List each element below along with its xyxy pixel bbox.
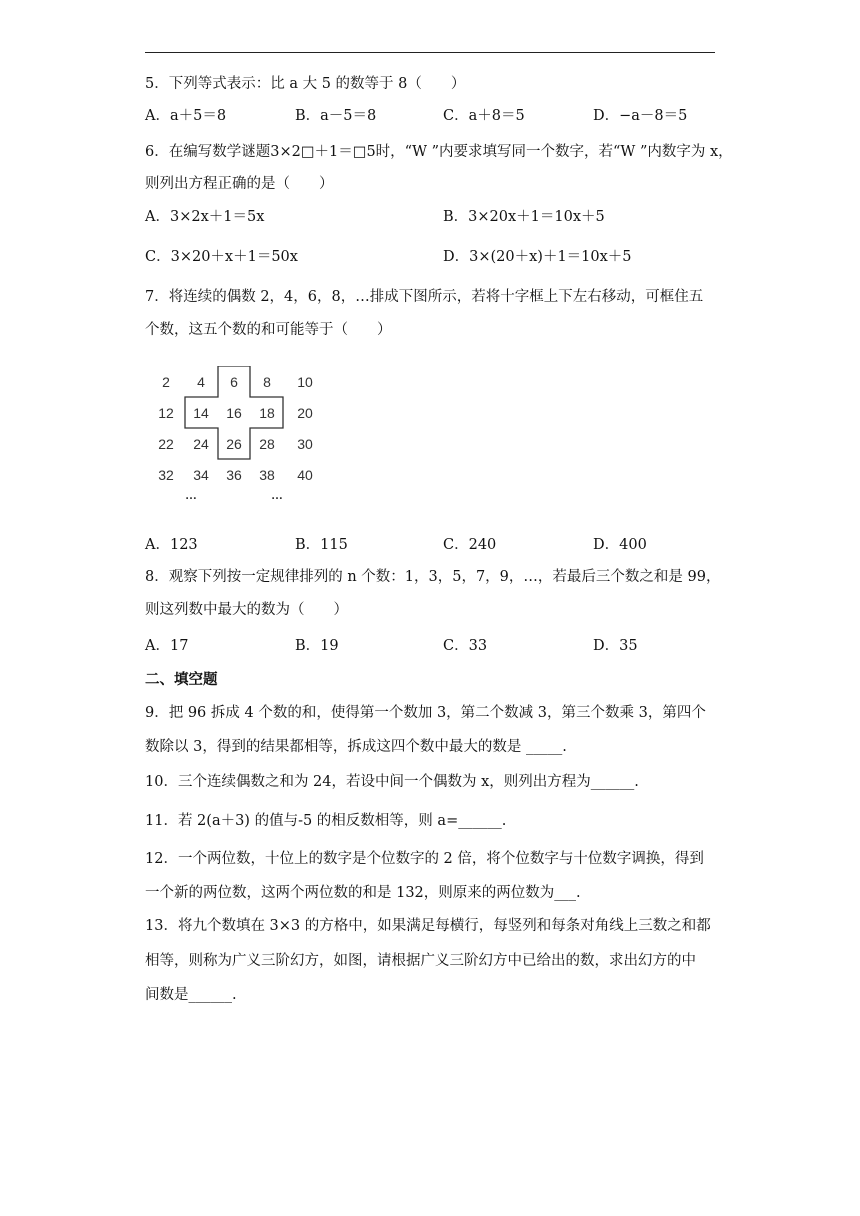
- grid-cell: 24: [193, 435, 209, 452]
- question-11: 11．若 2(a＋3) 的值与-5 的相反数相等，则 a=______.: [145, 813, 507, 829]
- section-heading-fill-in: 二、填空题: [145, 671, 218, 688]
- q5-option-a[interactable]: A．a＋5＝8: [145, 108, 227, 124]
- grid-cell: 26: [226, 435, 242, 452]
- grid-cell: 16: [226, 404, 242, 421]
- grid-cell: 36: [226, 466, 242, 483]
- q8-option-b[interactable]: B．19: [295, 638, 339, 654]
- grid-cell: 28: [259, 435, 275, 452]
- q7-option-a[interactable]: A．123: [145, 537, 198, 553]
- grid-cell: 38: [259, 466, 275, 483]
- grid-cell: 8: [263, 373, 271, 390]
- q8-option-a[interactable]: A．17: [145, 638, 189, 654]
- q6-option-c[interactable]: C．3×20＋x＋1＝50x: [145, 249, 298, 265]
- grid-cell: 4: [197, 373, 205, 390]
- q6-option-a[interactable]: A．3×2x＋1＝5x: [145, 209, 265, 225]
- grid-cell: 18: [259, 404, 275, 421]
- q5-option-c[interactable]: C．a＋8＝5: [443, 108, 525, 124]
- grid-cell: 6: [230, 373, 238, 390]
- question-9-line1: 9．把 96 拆成 4 个数的和，使得第一个数加 3，第二个数减 3，第三个数乘 3，第四个: [145, 705, 706, 721]
- question-10: 10．三个连续偶数之和为 24，若设中间一个偶数为 x，则列出方程为______.: [145, 774, 639, 790]
- even-number-grid-figure: [150, 366, 330, 506]
- grid-cell: 22: [158, 435, 174, 452]
- q6-option-d[interactable]: D．3×(20＋x)＋1＝10x＋5: [443, 249, 632, 265]
- grid-cell: 30: [297, 435, 313, 452]
- header-rule: [145, 52, 715, 53]
- grid-cell: 34: [193, 466, 209, 483]
- grid-cell: 10: [297, 373, 313, 390]
- grid-cell: 20: [297, 404, 313, 421]
- q5-option-d[interactable]: D．−a－8＝5: [593, 108, 688, 124]
- q5-option-b[interactable]: B．a－5＝8: [295, 108, 377, 124]
- question-12-line1: 12．一个两位数，十位上的数字是个位数字的 2 倍，将个位数字与十位数字调换，得到: [145, 851, 704, 867]
- question-7-stem-line2: 个数，这五个数的和可能等于（ ）: [145, 322, 392, 338]
- question-5-stem: 5．下列等式表示：比 a 大 5 的数等于 8（ ）: [145, 76, 466, 92]
- question-6-stem-line1: 6．在编写数学谜题3×2□＋1＝□5时，“W ”内要求填写同一个数字，若“W ”内数字为 x，: [145, 144, 733, 160]
- q7-option-c[interactable]: C．240: [443, 537, 497, 553]
- question-13-line1: 13．将九个数填在 3×3 的方格中，如果满足每横行，每竖列和每条对角线上三数之和都: [145, 918, 711, 934]
- question-12-line2: 一个新的两位数，这两个两位数的和是 132，则原来的两位数为___.: [145, 885, 581, 901]
- q6-option-b[interactable]: B．3×20x＋1＝10x＋5: [443, 209, 605, 225]
- grid-cell: 2: [162, 373, 170, 390]
- q8-option-c[interactable]: C．33: [443, 638, 488, 654]
- grid-cell: 32: [158, 466, 174, 483]
- question-13-line3: 间数是______.: [145, 987, 237, 1003]
- q7-option-b[interactable]: B．115: [295, 537, 348, 553]
- question-8-stem-line2: 则这列数中最大的数为（ ）: [145, 602, 348, 618]
- question-9-line2: 数除以 3，得到的结果都相等，拆成这四个数中最大的数是 _____.: [145, 739, 567, 755]
- q7-option-d[interactable]: D．400: [593, 537, 647, 553]
- grid-cell: 14: [193, 404, 209, 421]
- q8-option-d[interactable]: D．35: [593, 638, 638, 654]
- question-6-stem-line2: 则列出方程正确的是（ ）: [145, 176, 334, 192]
- grid-cell: 12: [158, 404, 174, 421]
- grid-ellipsis: …: [185, 488, 198, 502]
- question-7-stem-line1: 7．将连续的偶数 2，4，6，8，…排成下图所示，若将十字框上下左右移动，可框住五: [145, 289, 704, 305]
- question-13-line2: 相等，则称为广义三阶幻方，如图，请根据广义三阶幻方中已给出的数，求出幻方的中: [145, 953, 696, 969]
- grid-ellipsis: …: [271, 488, 284, 502]
- question-8-stem-line1: 8．观察下列按一定规律排列的 n 个数：1，3，5，7，9，…，若最后三个数之和是 99，: [145, 569, 721, 585]
- grid-cell: 40: [297, 466, 313, 483]
